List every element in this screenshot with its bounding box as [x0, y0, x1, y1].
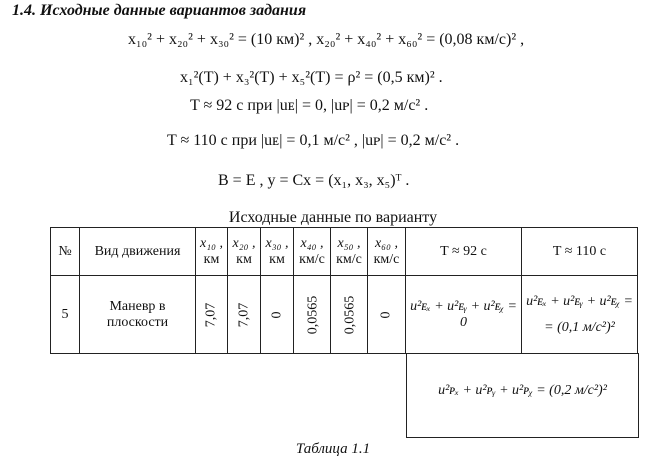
header-x10: x₁₀ , км — [196, 228, 228, 276]
cell-x20: 7,07 — [228, 276, 261, 354]
header-x20: x₂₀ , км — [228, 228, 261, 276]
header-x60: x₆₀ , км/с — [368, 228, 406, 276]
table-title: Исходные данные по варианту — [228, 209, 438, 226]
cell-motion: Маневр в плоскости — [80, 276, 196, 354]
cell-x10: 7,07 — [196, 276, 228, 354]
header-motion: Вид движения — [80, 228, 196, 276]
header-x40: x₄₀ , км/с — [294, 228, 331, 276]
equation-line-2: x₁²(T) + x₃²(T) + x₅²(T) = ρ² = (0,5 км)² . — [180, 69, 443, 86]
table-row — [51, 276, 638, 354]
equation-line-4: T ≈ 110 c при |uᴇ| = 0,1 м/с² , |uᴘ| = 0,2 м/с² . — [167, 132, 460, 149]
table-caption: Таблица 1.1 — [295, 441, 371, 457]
extra-formula-box — [406, 353, 639, 438]
cell-x30: 0 — [261, 276, 294, 354]
table-header-row — [51, 228, 638, 276]
extra-formula: u²ᴘₓ + u²ᴘᵧ + u²ᴘᵪ = (0,2 м/с²)² — [438, 383, 607, 398]
cell-num: 5 — [51, 276, 80, 354]
header-x50: x₅₀ , км/с — [331, 228, 368, 276]
variant-data-table — [50, 227, 638, 354]
header-num: № — [51, 228, 80, 276]
header-t92: T ≈ 92 c — [406, 228, 522, 276]
cell-x50: 0,0565 — [331, 276, 368, 354]
cell-t110-formula — [522, 276, 638, 354]
equation-line-1: x₁₀² + x₂₀² + x₃₀² = (10 км)² , x₂₀² + x₄₀² + x₆₀² = (0,08 км/с)² , — [128, 31, 525, 48]
cell-t92-formula: u²ᴇₓ + u²ᴇᵧ + u²ᴇᵪ = 0 — [406, 276, 522, 354]
equation-line-5: B = E , y = Cx = (x₁, x₃, x₅)ᵀ . — [218, 172, 410, 189]
cell-x40: 0,0565 — [294, 276, 331, 354]
header-t110: T ≈ 110 c — [522, 228, 638, 276]
equation-line-3: T ≈ 92 c при |uᴇ| = 0, |uᴘ| = 0,2 м/с² . — [190, 97, 429, 114]
t110-formula-top: u²ᴇₓ + u²ᴇᵧ + u²ᴇᵪ = — [526, 293, 633, 309]
cell-x60: 0 — [368, 276, 406, 354]
t110-formula-bottom: = (0,1 м/с²)² — [544, 319, 615, 335]
section-heading: 1.4. Исходные данные вариантов задания — [12, 2, 307, 19]
header-x30: x₃₀ , км — [261, 228, 294, 276]
